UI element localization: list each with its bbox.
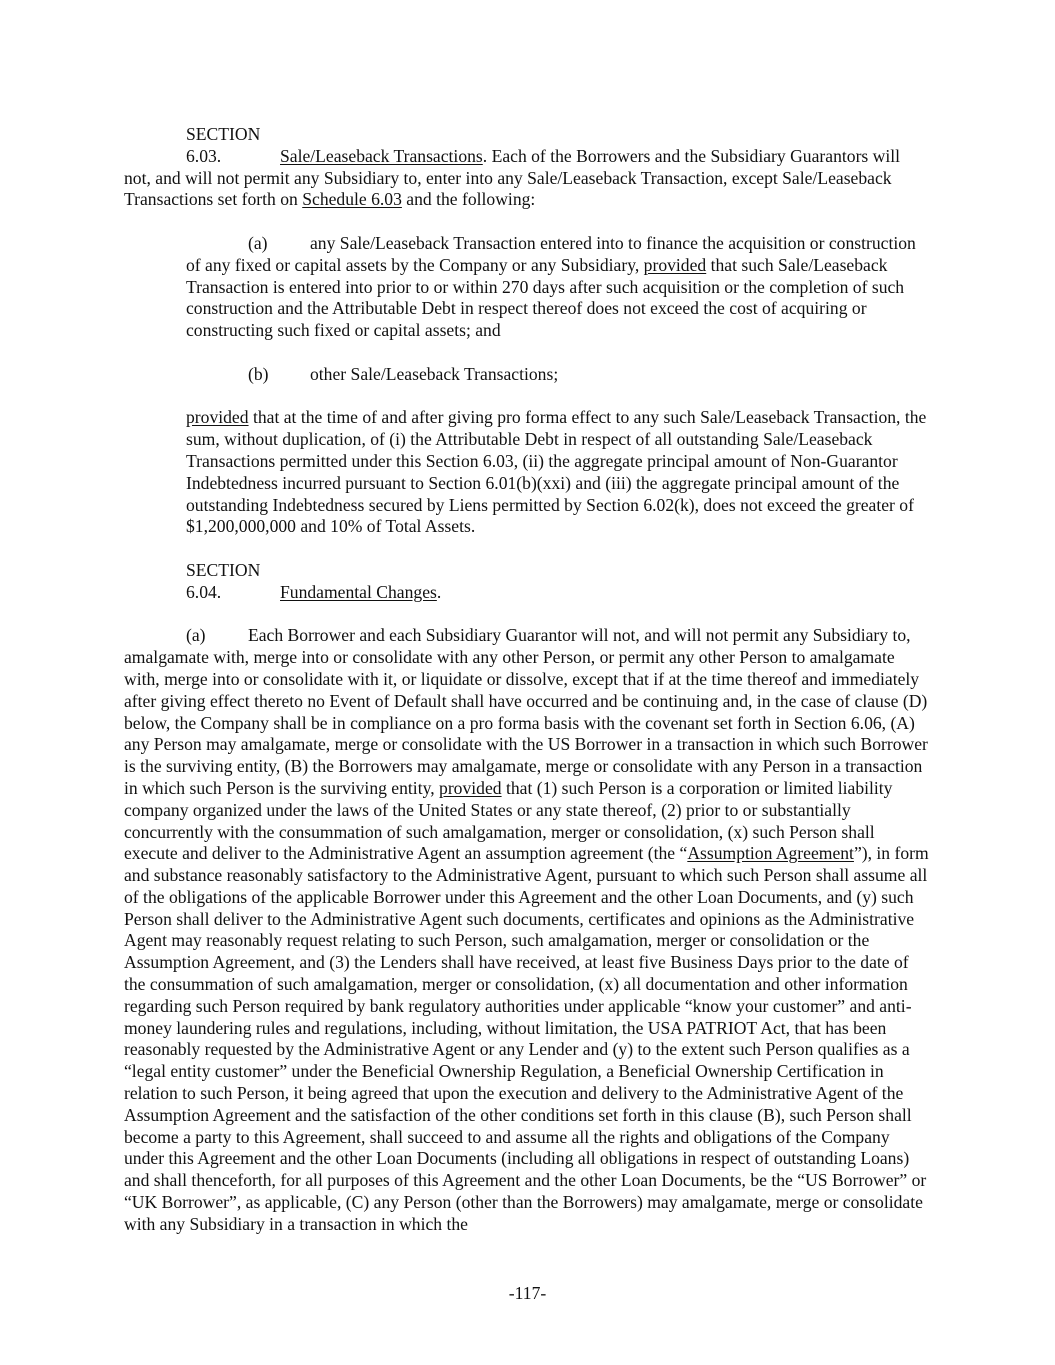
paragraph-a-provided: provided [439,777,502,798]
item-a-text-before: any Sale/Leaseback Transaction entered into to finance the acquisition or construction of any fixed or capital assets by the Company or any Subsidiary, [186,232,916,275]
paragraph-a-part1: Each Borrower and each Subsidiary Guarantor will not, and will not permit any Subsidiary to, amalgamate with, merge into or consolidate with any other Person, or permit any other Person to amalgamate with, merge into or consolidate with it, or liquidate or dissolve, except that if at the time thereof and immediately after giving effect thereto no Event of Default shall have occurred and be continuing and, in the case of clause (D) below, the Company shall be in compliance on a pro forma basis with the covenant set forth in Section 6.06, (A) any Person may amalgamate, merge or consolidate with the US Borrower in a transaction in which such Borrower is the surviving entity, (B) the Borrowers may amalgamate, merge or consolidate with any Person in a transaction in which such Person is the surviving entity, [124,625,928,798]
page-number: -117- [508,1283,547,1303]
section-6-04-period: . [436,581,442,602]
item-b-label: (b) [248,363,269,384]
section-6-03-intro-end: and the following: [401,189,536,210]
schedule-6-03-reference: Schedule 6.03 [302,189,402,210]
proviso-provided: provided [186,407,249,428]
item-a-text-after: that such Sale/Leaseback Transaction is entered into prior to or within 270 days after such acquisition or the completion of such construction and the Attributable Debt in respect thereof does not exceed the cost of acquiring or constructing such fixed or capital assets; and [186,254,905,341]
section-6-03-proviso [186,407,930,538]
section-6-03-intro-text: . Each of the Borrowers and the Subsidiary Guarantors will not, and will not permit any Subsidiary to, enter into any Sale/Leaseback Transaction, except Sale/Leaseback Transactions set forth on [124,145,901,210]
item-a-label: (a) [248,232,268,253]
proviso-text: that at the time of and after giving pro forma effect to any such Sale/Leaseback Transaction, the sum, without duplication, of (i) the Attributable Debt in respect of all outstanding Sale/Leaseback Transactions permitted under this Section 6.03, (ii) the aggregate principal amount of Non-Guarantor Indebtedness incurred pursuant to Section 6.01(b)(xxi) and (iii) the aggregate principal amount of the outstanding Indebtedness secured by Liens permitted by Section 6.02(k), does not exceed the greater of $1,200,000,000 and 10% of Total Assets. [186,407,927,537]
section-6-04-paragraph-a [124,625,930,1235]
section-6-04-number: SECTION 6.04. [186,559,261,602]
paragraph-a-label: (a) [186,625,206,646]
section-6-03-item-a [186,233,930,342]
item-a-provided: provided [643,254,707,275]
section-6-04-heading [124,560,930,604]
section-6-04-title: Fundamental Changes [280,581,437,602]
paragraph-a-part3: ”), in form and substance reasonably satisfactory to the Administrative Agent, pursuant to which such Person shall assume all of the obligations of the applicable Borrower under this Agreement and the other Loan Documents, and (y) such Person shall deliver to the Administrative Agent such documents, certificates and opinions as the Administrative Agent may reasonably request relating to such Person, such amalgamation, merger or consolidation or the Assumption Agreement, and (3) the Lenders shall have received, at least five Business Days prior to the date of the consummation of such amalgamation, merger or consolidation, (x) all documentation and other information regarding such Person required by bank regulatory authorities under applicable “know your customer” and anti-money laundering rules and regulations, including, without limitation, the USA PATRIOT Act, that has been reasonably requested by the Administrative Agent or any Lender and (y) to the extent such Person qualifies as a “legal entity customer” under the Beneficial Ownership Regulation, a Beneficial Ownership Certification in relation to such Person, it being agreed that upon the execution and delivery to the Administrative Agent of the Assumption Agreement and the satisfaction of the other conditions set forth in this clause (B), such Person shall become a party to this Agreement, shall succeed to and assume all the rights and obligations of the Company under this Agreement and the other Loan Documents (including all obligations in respect of outstanding Loans) and shall thenceforth, for all purposes of this Agreement and the other Loan Documents, be the “US Borrower” or “UK Borrower”, as applicable, (C) any Person (other than the Borrowers) may amalgamate, merge or consolidate with any Subsidiary in a transaction in which the [124,843,929,1234]
item-b-text: other Sale/Leaseback Transactions; [310,363,559,384]
document-page [124,124,930,1236]
section-6-03-number: SECTION 6.03. [186,124,261,166]
paragraph-a-part2: that (1) such Person is a corporation or limited liability company organized under the laws of the United States or any state thereof, (2) prior to or substantially concurrently with the consummation of such amalgamation, merger or consolidation, (x) such Person shall execute and deliver to the Administrative Agent an assumption agreement (the “ [124,777,893,864]
section-6-03-title: Sale/Leaseback Transactions [280,145,483,166]
section-6-03-intro [124,124,930,211]
section-6-03-item-b [186,364,930,386]
assumption-agreement-term: Assumption Agreement [687,843,854,864]
